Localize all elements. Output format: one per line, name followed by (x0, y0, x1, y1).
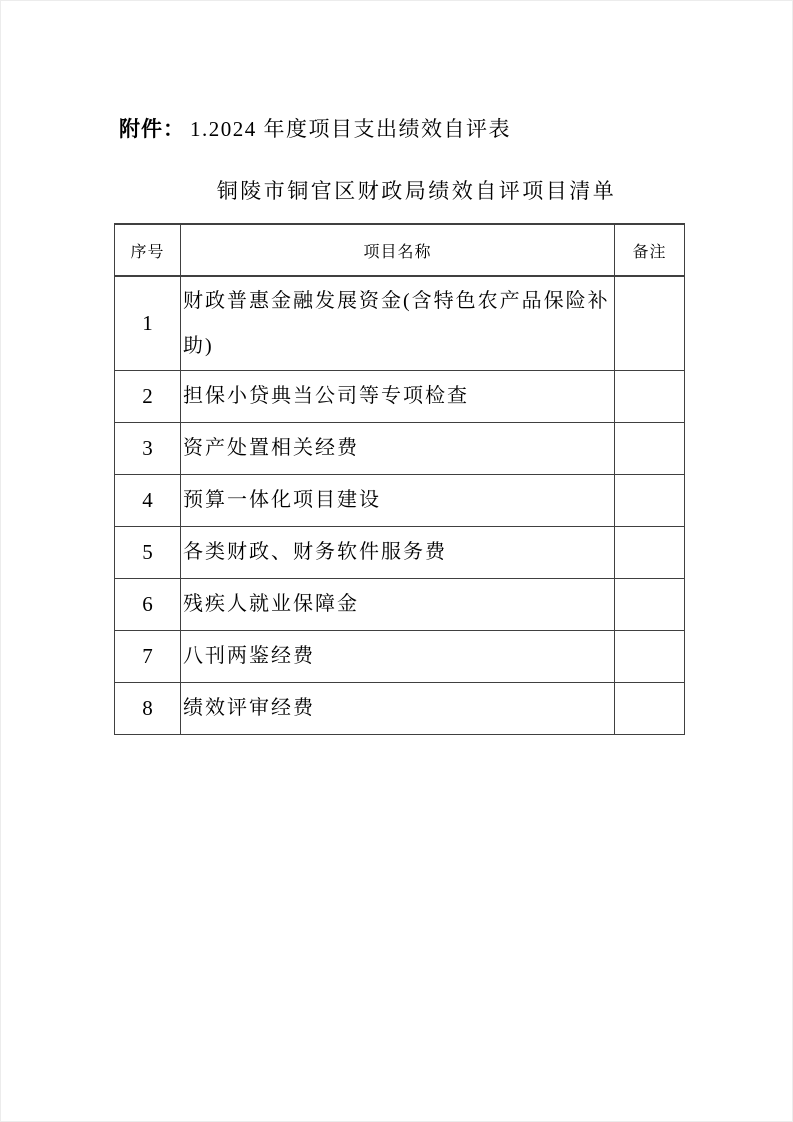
note-cell (615, 371, 685, 423)
table-header-row (115, 224, 685, 276)
note-cell (615, 276, 685, 371)
column-header-note: 备注 (615, 224, 685, 276)
table-row (115, 527, 685, 579)
serial-cell: 4 (115, 475, 181, 527)
note-cell (615, 423, 685, 475)
table-row (115, 371, 685, 423)
serial-cell: 3 (115, 423, 181, 475)
table-row (115, 631, 685, 683)
project-name-cell: 残疾人就业保障金 (181, 579, 615, 631)
column-header-project-name: 项目名称 (181, 224, 615, 276)
serial-cell: 8 (115, 683, 181, 735)
table-row (115, 423, 685, 475)
project-name-cell: 资产处置相关经费 (181, 423, 615, 475)
page-title: 铜陵市铜官区财政局绩效自评项目清单 (216, 179, 617, 203)
table-row (115, 683, 685, 735)
project-name-cell: 财政普惠金融发展资金(含特色农产品保险补助) (181, 276, 615, 371)
column-header-serial: 序号 (115, 224, 181, 276)
table-row (115, 579, 685, 631)
project-list-table (114, 223, 685, 735)
note-cell (615, 579, 685, 631)
note-cell (615, 475, 685, 527)
serial-cell: 7 (115, 631, 181, 683)
project-name-cell: 绩效评审经费 (181, 683, 615, 735)
note-cell (615, 683, 685, 735)
serial-cell: 5 (115, 527, 181, 579)
serial-cell: 6 (115, 579, 181, 631)
table-row (115, 475, 685, 527)
table-row (115, 276, 685, 371)
serial-cell: 2 (115, 371, 181, 423)
attachment-heading (119, 113, 511, 143)
project-name-cell: 各类财政、财务软件服务费 (181, 527, 615, 579)
project-name-cell: 担保小贷典当公司等专项检查 (181, 371, 615, 423)
note-cell (615, 527, 685, 579)
attachment-label: 附件： (119, 117, 185, 141)
project-name-cell: 预算一体化项目建设 (181, 475, 615, 527)
serial-cell: 1 (115, 276, 181, 371)
attachment-title: 1.2024 年度项目支出绩效自评表 (190, 117, 511, 141)
note-cell (615, 631, 685, 683)
project-name-cell: 八刊两鉴经费 (181, 631, 615, 683)
